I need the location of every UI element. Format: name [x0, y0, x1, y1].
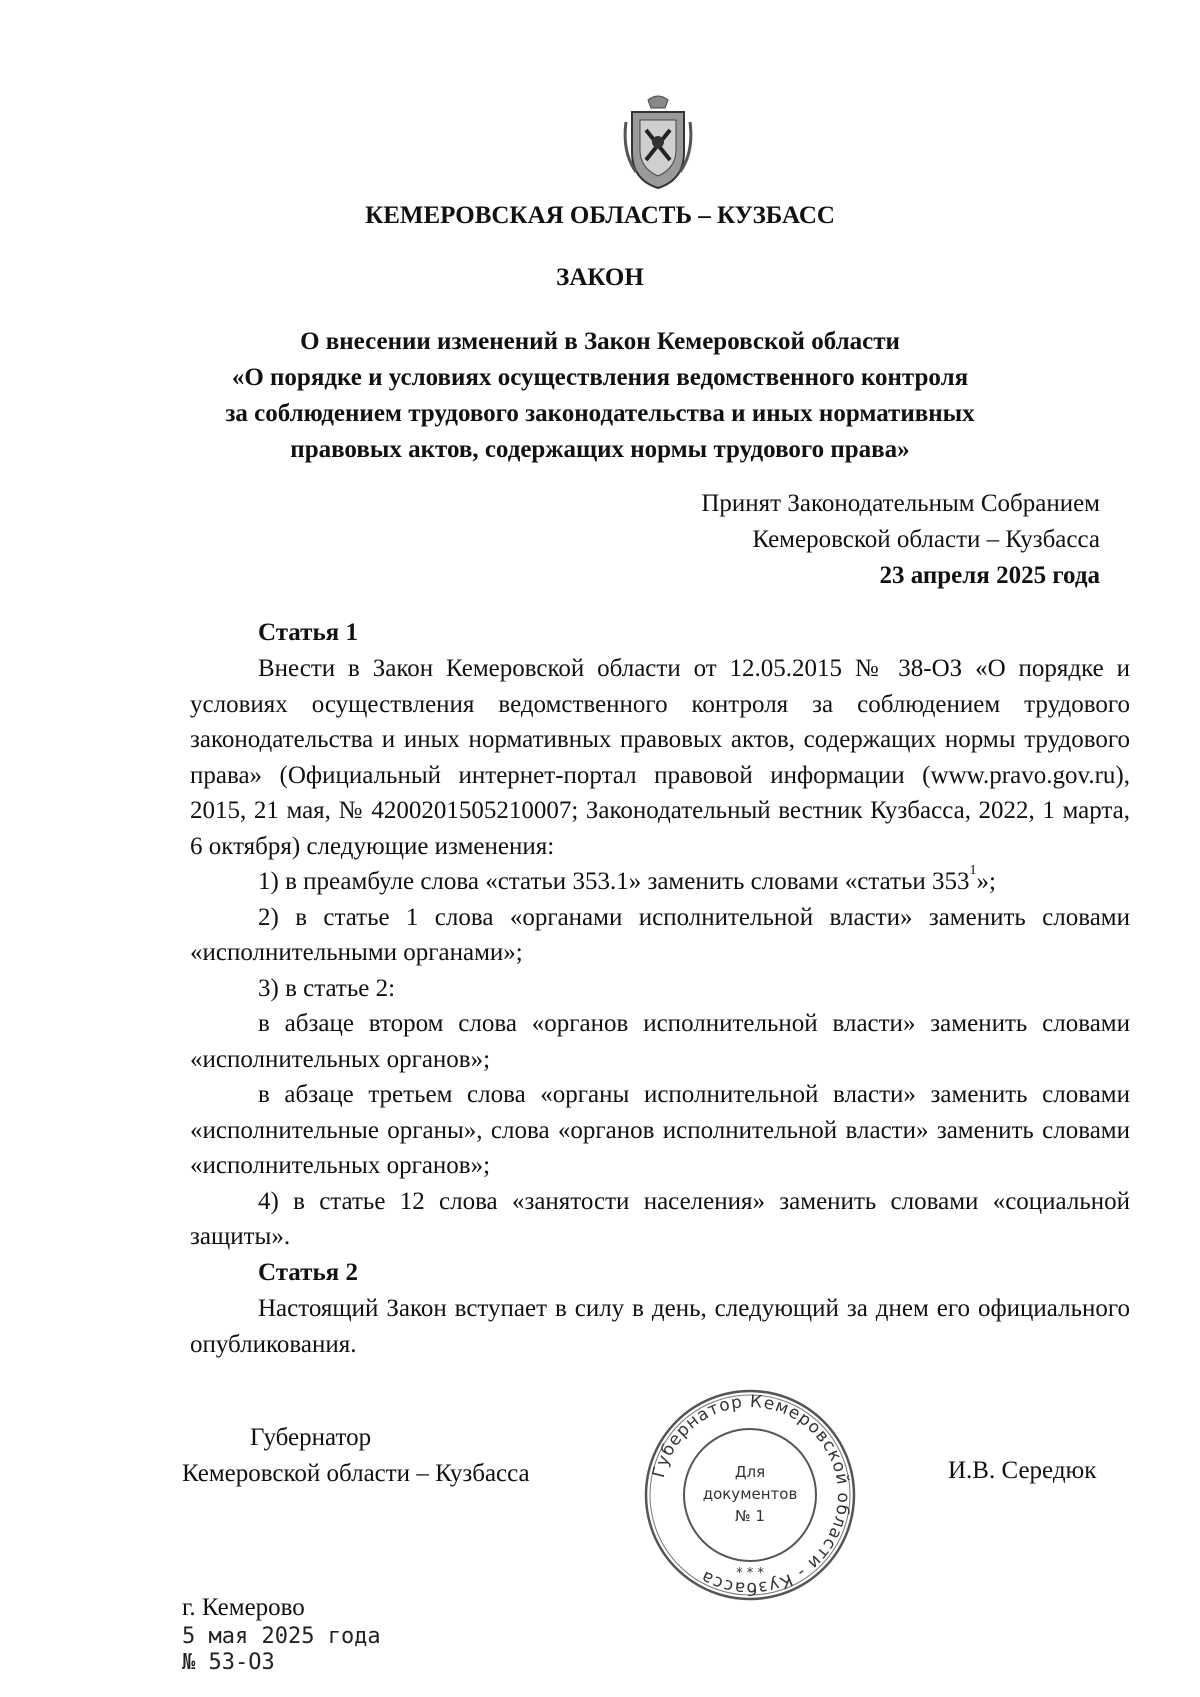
place-block [182, 1592, 381, 1676]
law-title [150, 324, 1050, 468]
adoption-block [701, 486, 1100, 594]
stamp-inner-text: Для [734, 1463, 766, 1481]
amendment-item-3b: в абзаце третьем слова «органы исполнительной власти» заменить словами «исполнительные органы», слова «органов исполнительной власти» заменить словами «исполнительных органов»; [190, 1081, 1130, 1179]
amendment-item-4: 4) в статье 12 слова «занятости населения» заменить словами «социальной защиты». [190, 1187, 1130, 1250]
signing-date: 5 мая 2025 года [182, 1624, 381, 1649]
region-name: КЕМЕРОВСКАЯ ОБЛАСТЬ – КУЗБАСС [365, 202, 835, 229]
amendment-item-3: 3) в статье 2: [258, 974, 396, 1002]
governor-title: Губернатор [250, 1424, 372, 1451]
article-intro: Внести в Закон Кемеровской области от 12.05.2015 № 38-ОЗ «О порядке и условиях осуществления ведомственного контроля за соблюдением трудового законодательства и иных нормативных правовых актов, содержащих нормы трудового права» (Официальный интернет-портал правовой информации (www.pravo.gov.ru), 2015, 21 мая, № 4200201505210007; Законодательный вестник Кузбасса, 2022, 1 марта, 6 октября) следующие изменения: [190, 655, 1130, 860]
amendment-item-2: 2) в статье 1 слова «органами исполнительной власти» заменить словами «исполнительными органами»; [190, 903, 1130, 966]
amendment-text: »; [976, 868, 996, 895]
governor-region: Кемеровской области – Кузбасса [182, 1460, 530, 1487]
article-heading: Статья 2 [258, 1259, 358, 1286]
title-line: О внесении изменений в Закон Кемеровской области [300, 328, 900, 355]
signer-name: И.В. Середюк [948, 1457, 1097, 1484]
amendment-item-1 [190, 864, 1130, 900]
article-text: Настоящий Закон вступает в силу в день, следующий за днем его официального опубликования. [190, 1295, 1130, 1358]
document-type: ЗАКОН [556, 264, 644, 291]
stamp-stars: * * * [736, 1566, 764, 1581]
superscript: 1 [969, 863, 977, 878]
article-heading: Статья 1 [258, 619, 358, 646]
amendment-item-3a: в абзаце втором слова «органов исполнительной власти» заменить словами «исполнительных органов»; [190, 1010, 1130, 1073]
city: г. Кемерово [182, 1594, 305, 1621]
adoption-date: 23 апреля 2025 года [879, 562, 1100, 589]
amendment-text: 1) в преамбуле слова «статьи 353.1» заменить словами «статьи 353 [258, 868, 970, 895]
law-number: № 53-ОЗ [182, 1650, 275, 1675]
title-line: «О порядке и условиях осуществления ведомственного контроля [231, 364, 969, 391]
governor-block [182, 1420, 530, 1492]
adoption-line: Кемеровской области – Кузбасса [752, 526, 1100, 553]
stamp-inner-text: № 1 [735, 1507, 765, 1525]
stamp-inner-text: документов [702, 1485, 798, 1503]
adoption-line: Принят Законодательным Собранием [701, 490, 1100, 517]
title-line: правовых актов, содержащих нормы трудового права» [290, 436, 910, 463]
title-line: за соблюдением трудового законодательства и иных нормативных [225, 400, 975, 427]
article-1 [190, 615, 1130, 1255]
official-stamp [640, 1385, 860, 1605]
stamp-ring-text: Губернатор Кемеровской области - Кузбасса [648, 1391, 854, 1599]
article-2 [190, 1255, 1130, 1362]
coat-of-arms-icon [618, 92, 698, 192]
